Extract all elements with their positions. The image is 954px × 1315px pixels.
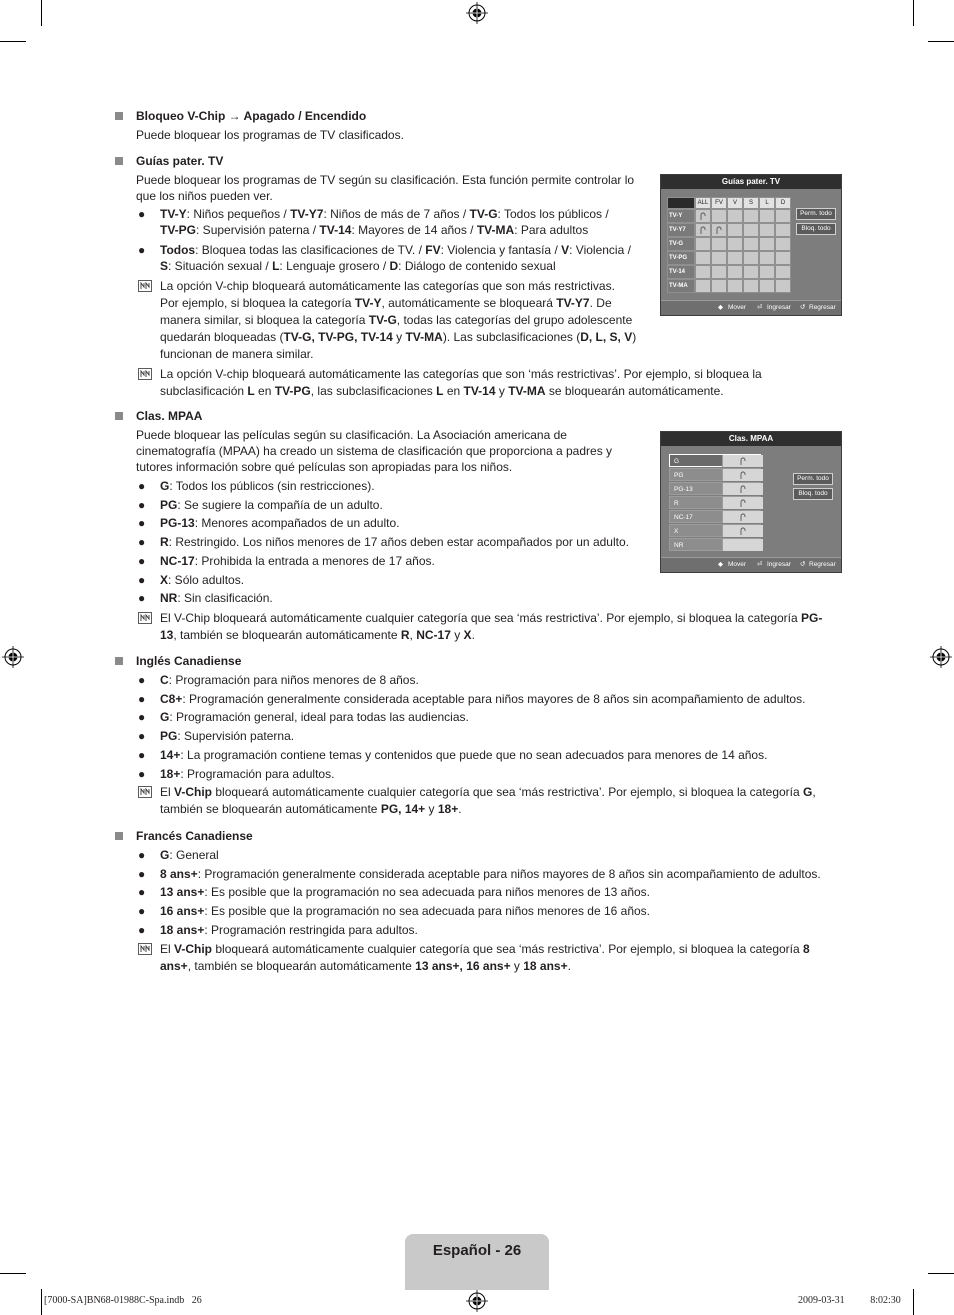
grid-cell[interactable]	[743, 223, 759, 237]
registration-mark-bottom	[466, 1290, 488, 1312]
list-item: 8 ans+: Programación generalmente considerada aceptable para niños mayores de 8 años sin acompañamiento de adultos.	[160, 866, 821, 881]
list-bullet: ●	[138, 866, 146, 881]
page-number: Español - 26	[432, 1242, 522, 1259]
mpaa-lock-cell[interactable]	[722, 483, 763, 495]
block-all-button[interactable]: Bloq. todo	[796, 223, 836, 235]
grid-cell[interactable]	[775, 251, 791, 265]
mpaa-ratings-list	[661, 454, 771, 554]
block-all-button[interactable]: Bloq. todo	[793, 488, 833, 500]
grid-cell[interactable]	[695, 279, 711, 293]
grid-header-label: S	[748, 200, 753, 206]
grid-cell[interactable]	[711, 209, 727, 223]
note-line: Por ejemplo, si bloquea la categoría TV-Y, automáticamente se bloqueará TV-Y7. De	[160, 296, 612, 310]
list-item: C: Programación para niños menores de 8 años.	[160, 673, 419, 687]
list-item: PG: Se sugiere la compañía de un adulto.	[160, 497, 383, 512]
tv-desc-line1: Puede bloquear los programas de TV según su clasificación. Esta función permite controlar lo	[136, 173, 635, 187]
list-item: G: Programación general, ideal para todas las audiencias.	[160, 710, 469, 725]
list-item: NR: Sin clasificación.	[160, 591, 273, 606]
mpaa-rating-label: PG	[674, 472, 684, 479]
vchip-heading: Bloqueo V-Chip → Apagado / Encendido	[136, 109, 367, 123]
note-line: ans+, también se bloquearán automáticamente 13 ans+, 16 ans+ y 18 ans+.	[160, 959, 571, 973]
move-label: Mover	[728, 304, 747, 311]
mpaa-lock-cell[interactable]	[722, 497, 763, 509]
return-label: Regresar	[809, 304, 836, 311]
grid-header-label: ALL	[697, 200, 709, 206]
mpaa-rating-row[interactable]	[669, 468, 761, 481]
lock-icon	[740, 471, 746, 479]
mpaa-panel-title: Clas. MPAA	[661, 432, 841, 446]
list-item: 18 ans+: Programación restringida para adultos.	[160, 922, 418, 937]
registration-mark-left	[2, 646, 24, 668]
registration-mark-top	[466, 2, 488, 24]
grid-cell[interactable]	[743, 265, 759, 279]
grid-row-label: TV-G	[669, 241, 684, 247]
enter-icon: ⏎	[757, 304, 763, 311]
grid-cell[interactable]	[759, 279, 775, 293]
note-line: subclasificación L en TV-PG, las subclasificaciones L en TV-14 y TV-MA se bloquearán automáticamente.	[160, 384, 724, 398]
grid-cell[interactable]	[711, 237, 727, 251]
mpaa-rating-label: X	[674, 528, 679, 535]
note-icon	[138, 786, 152, 798]
grid-header-cell	[743, 197, 759, 209]
grid-header-label: FV	[715, 200, 723, 206]
list-bullet: ●	[138, 848, 146, 862]
tv-bullet-2a: Todos: Bloquea todas las clasificaciones de TV. / FV: Violencia y fantasía / V: Violencia /	[160, 243, 631, 257]
note-icon	[138, 612, 152, 624]
grid-cell[interactable]	[743, 237, 759, 251]
grid-row-label-cell	[667, 237, 695, 251]
tv-bullet-2b: S: Situación sexual / L: Lenguaje grosero / D: Diálogo de contenido sexual	[160, 259, 556, 273]
grid-cell[interactable]	[743, 279, 759, 293]
grid-cell[interactable]	[743, 209, 759, 223]
print-date-info: 2009-03-31 ￿￿ 8:02:30	[798, 1295, 901, 1306]
mpaa-lock-cell[interactable]	[722, 469, 763, 481]
list-bullet: ●	[138, 553, 146, 568]
list-bullet: ●	[138, 922, 146, 937]
note-icon	[138, 280, 152, 292]
return-label: Regresar	[809, 561, 836, 568]
cf-heading: Francés Canadiense	[136, 829, 253, 843]
grid-cell[interactable]	[695, 251, 711, 265]
note-line: La opción V-chip bloqueará automáticamente las categorías que son ‘más restrictivas’. Por ejemplo, si bloquea la	[160, 367, 762, 381]
enter-label: Ingresar	[767, 304, 791, 311]
move-icon: ◆	[718, 561, 723, 568]
list-bullet: ●	[138, 572, 146, 587]
grid-row-label: TV-Y7	[669, 227, 686, 233]
return-icon: ↺	[800, 561, 806, 568]
mpaa-rating-label: PG-13	[674, 486, 693, 493]
grid-cell[interactable]	[727, 251, 743, 265]
mpaa-rating-row[interactable]	[669, 524, 761, 537]
list-item: 13 ans+: Es posible que la programación no sea adecuada para niños menores de 13 años.	[160, 885, 651, 900]
grid-corner	[667, 197, 695, 209]
section-bullet	[115, 112, 123, 120]
list-bullet: ●	[138, 516, 146, 531]
list-item: 18+: Programación para adultos.	[160, 766, 335, 781]
grid-cell[interactable]	[727, 237, 743, 251]
mpaa-rating-row[interactable]	[669, 510, 761, 523]
grid-cell[interactable]	[775, 237, 791, 251]
section-bullet	[115, 157, 123, 165]
grid-header-label: V	[732, 200, 737, 206]
grid-header-cell	[727, 197, 743, 209]
grid-header-cell	[775, 197, 791, 209]
move-icon: ◆	[718, 304, 723, 311]
tv-guidelines-panel	[660, 174, 842, 316]
mpaa-desc-line1: Puede bloquear las películas según su clasificación. La Asociación americana de	[136, 428, 567, 442]
section-bullet	[115, 657, 123, 665]
list-item: G: Todos los públicos (sin restricciones).	[160, 479, 375, 493]
grid-row-label: TV-MA	[669, 283, 688, 289]
grid-header-cell	[711, 197, 727, 209]
list-bullet: ●	[138, 904, 146, 919]
grid-header-label: D	[780, 200, 786, 206]
note-line: quedarán bloqueadas (TV-G, TV-PG, TV-14 y TV-MA). Las subclasificaciones (D, L, S, V)	[160, 330, 637, 344]
enter-label: Ingresar	[767, 561, 791, 568]
mpaa-lock-cell[interactable]	[722, 539, 763, 551]
grid-cell[interactable]	[775, 265, 791, 279]
mpaa-lock-cell[interactable]	[722, 525, 763, 537]
mpaa-rating-label: NC-17	[674, 514, 693, 521]
return-icon: ↺	[800, 304, 806, 311]
list-item: R: Restringido. Los niños menores de 17 años deben estar acompañados por un adulto.	[160, 535, 629, 550]
mpaa-lock-cell[interactable]	[722, 511, 763, 523]
list-item: PG: Supervisión paterna.	[160, 729, 295, 744]
section-bullet	[115, 412, 123, 420]
lock-icon	[740, 513, 746, 521]
mpaa-lock-cell[interactable]	[722, 455, 763, 467]
lock-icon	[740, 485, 746, 493]
tv-panel-title: Guías pater. TV	[661, 175, 841, 189]
mpaa-rating-row[interactable]	[669, 482, 761, 495]
note-icon	[138, 368, 152, 380]
list-bullet: ●	[138, 535, 146, 550]
grid-cell[interactable]	[775, 209, 791, 223]
list-item: NC-17: Prohibida la entrada a menores de 17 años.	[160, 553, 435, 568]
mpaa-rating-label: R	[674, 500, 679, 507]
note-line: El V-Chip bloqueará automáticamente cualquier categoría que sea ‘más restrictiva’. Por ejemplo, si bloquea la categoría 8	[160, 942, 810, 956]
list-bullet: ●	[138, 497, 146, 512]
grid-cell[interactable]	[775, 279, 791, 293]
grid-cell[interactable]	[759, 223, 775, 237]
grid-header-cell	[759, 197, 775, 209]
note-icon	[138, 943, 152, 955]
note-line: El V-Chip bloqueará automáticamente cualquier categoría que sea ‘más restrictiva’. Por ejemplo, si bloquea la categoría G,	[160, 785, 816, 799]
grid-cell[interactable]	[695, 237, 711, 251]
grid-cell[interactable]	[727, 265, 743, 279]
grid-row-label-cell	[667, 279, 695, 293]
grid-cell[interactable]	[759, 265, 775, 279]
grid-cell[interactable]	[695, 265, 711, 279]
section-bullet	[115, 832, 123, 840]
grid-header-label: L	[765, 200, 769, 206]
list-bullet: ●	[138, 747, 146, 762]
vchip-description: Puede bloquear los programas de TV clasificados.	[136, 128, 404, 142]
lock-icon	[716, 226, 722, 234]
lock-icon	[700, 212, 706, 220]
note-line: 13, también se bloquearán automáticamente R, NC-17 y X.	[160, 628, 475, 642]
list-bullet: ●	[138, 207, 146, 221]
enter-icon: ⏎	[757, 561, 763, 568]
mpaa-panel	[660, 431, 842, 573]
move-label: Mover	[728, 561, 747, 568]
grid-cell[interactable]	[759, 237, 775, 251]
list-bullet: ●	[138, 673, 146, 687]
mpaa-rating-label: NR	[674, 542, 684, 549]
tv-bullet-1a: TV-Y: Niños pequeños / TV-Y7: Niños de más de 7 años / TV-G: Todos los públicos /	[160, 207, 609, 221]
grid-row-label-cell	[667, 265, 695, 279]
tv-ratings-grid	[667, 197, 791, 297]
list-bullet: ●	[138, 885, 146, 900]
mpaa-heading: Clas. MPAA	[136, 409, 203, 423]
list-bullet: ●	[138, 243, 146, 257]
note-line: manera similar, si bloquea la categoría TV-G, todas las categorías del grupo adolescente	[160, 313, 633, 327]
list-bullet: ●	[138, 729, 146, 744]
print-file-info: [7000-SA]BN68-01988C-Spa.indb 26	[44, 1295, 202, 1306]
mpaa-rating-row[interactable]	[669, 496, 761, 509]
grid-cell[interactable]	[775, 223, 791, 237]
grid-cell[interactable]	[711, 279, 727, 293]
lock-icon	[740, 499, 746, 507]
list-bullet: ●	[138, 691, 146, 706]
mpaa-panel-footer	[661, 557, 841, 572]
mpaa-desc-line2: cinematografía (MPAA) ha creado un sistema de clasificación que proporciona a padres y	[136, 444, 613, 458]
grid-cell[interactable]	[759, 251, 775, 265]
grid-row-label: TV-Y	[669, 213, 683, 219]
grid-row-label: TV-14	[669, 269, 686, 275]
grid-cell[interactable]	[711, 251, 727, 265]
grid-cell[interactable]	[711, 265, 727, 279]
grid-cell[interactable]	[743, 251, 759, 265]
grid-row-label-cell	[667, 209, 695, 223]
registration-mark-right	[930, 646, 952, 668]
mpaa-rating-row[interactable]	[669, 538, 761, 551]
grid-cell[interactable]	[727, 209, 743, 223]
grid-row-label-cell	[667, 251, 695, 265]
list-item: PG-13: Menores acompañados de un adulto.	[160, 516, 400, 531]
note-line: funcionan de manera similar.	[160, 347, 314, 361]
grid-cell[interactable]	[727, 279, 743, 293]
lock-icon	[700, 226, 706, 234]
note-line: La opción V-chip bloqueará automáticamente las categorías que son más restrictivas.	[160, 279, 615, 293]
note-line: El V-Chip bloqueará automáticamente cualquier categoría que sea ‘más restrictiva’. Por ejemplo, si bloquea la categoría PG-	[160, 611, 823, 625]
list-item: G: General	[160, 848, 219, 862]
grid-header-cell	[695, 197, 711, 209]
tv-panel-footer	[661, 300, 841, 315]
note-line: también se bloquearán automáticamente PG, 14+ y 18+.	[160, 802, 462, 816]
mpaa-rating-label: G	[674, 458, 680, 465]
list-bullet: ●	[138, 591, 146, 606]
list-item: C8+: Programación generalmente considerada aceptable para niños mayores de 8 años sin acompañamiento de adultos.	[160, 691, 806, 706]
lock-icon	[740, 527, 746, 535]
allow-all-button[interactable]: Perm. todo	[796, 208, 836, 220]
list-bullet: ●	[138, 710, 146, 725]
mpaa-rating-row[interactable]	[669, 454, 761, 467]
tv-heading: Guías pater. TV	[136, 154, 224, 168]
grid-row-label-cell	[667, 223, 695, 237]
grid-cell[interactable]	[759, 209, 775, 223]
lock-icon	[740, 457, 746, 465]
list-item: X: Sólo adultos.	[160, 572, 245, 587]
list-item: 14+: La programación contiene temas y contenidos que puede que no sean adecuados para menores de 14 años.	[160, 747, 768, 762]
allow-all-button[interactable]: Perm. todo	[793, 473, 833, 485]
grid-cell[interactable]	[727, 223, 743, 237]
list-bullet: ●	[138, 766, 146, 781]
ce-heading: Inglés Canadiense	[136, 654, 242, 668]
grid-row-label: TV-PG	[669, 255, 688, 261]
tv-desc-line2: que los niños pueden ver.	[136, 189, 273, 203]
list-bullet: ●	[138, 479, 146, 493]
mpaa-desc-line3: tutores información sobre qué películas son apropiadas para los niños.	[136, 460, 513, 474]
list-item: 16 ans+: Es posible que la programación no sea adecuada para niños menores de 16 años.	[160, 904, 651, 919]
tv-bullet-1b: TV-PG: Supervisión paterna / TV-14: Mayores de 14 años / TV-MA: Para adultos	[160, 223, 589, 237]
